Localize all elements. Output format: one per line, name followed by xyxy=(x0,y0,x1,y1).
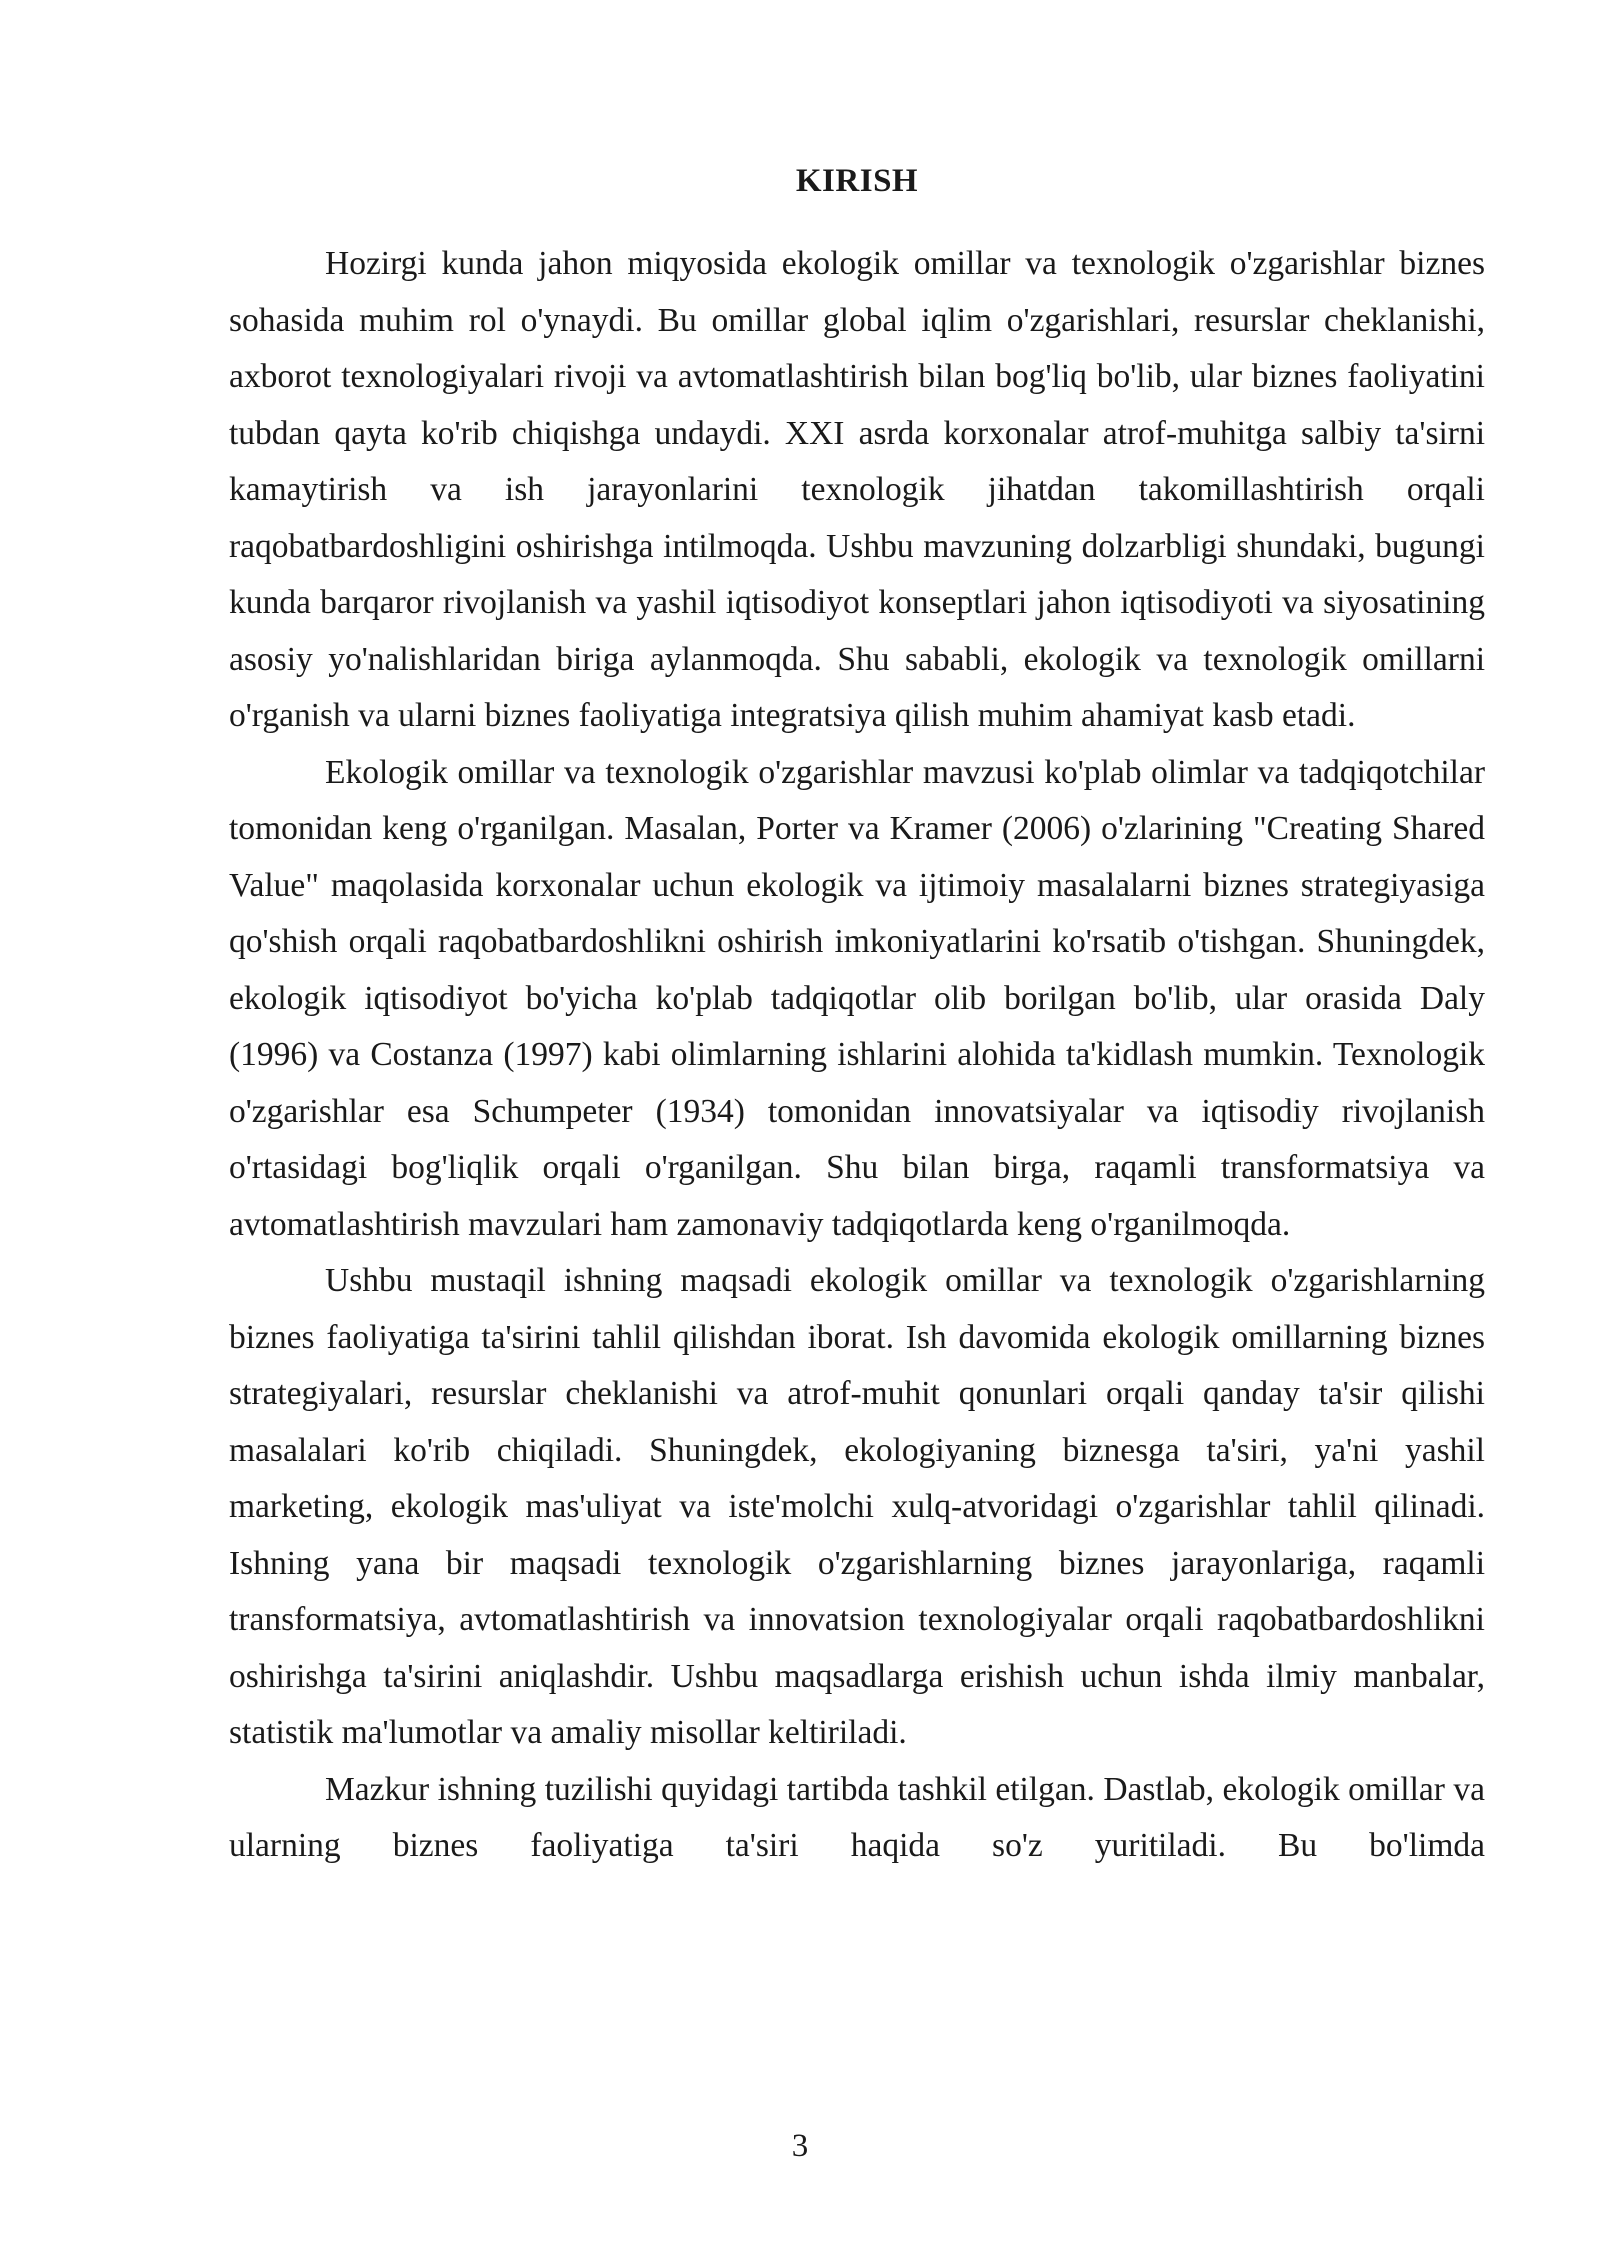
paragraph-intro: Hozirgi kunda jahon miqyosida ekologik omillar va texnologik o'zgarishlar biznes sohasida muhim rol o'ynaydi. Bu omillar global iqlim o'zgarishlari, resurslar cheklanishi, axborot texnologiyalari rivoji va avtomatlashtirish bilan bog'liq bo'lib, ular biznes faoliyatini tubdan qayta ko'rib chiqishga undaydi. XXI asrda korxonalar atrof-muhitga salbiy ta'sirni kamaytirish va ish jarayonlarini texnologik jihatdan takomillashtirish orqali raqobatbardoshligini oshirishga intilmoqda. Ushbu mavzuning dolzarbligi shundaki, bugungi kunda barqaror rivojlanish va yashil iqtisodiyot konseptlari jahon iqtisodiyoti va siyosatining asosiy yo'nalishlaridan biriga aylanmoqda. Shu sababli, ekologik va texnologik omillarni o'rganish va ularni biznes faoliyatiga integratsiya qilish muhim ahamiyat kasb etadi. xyxy=(229,245,1485,734)
paragraph-goal: Ushbu mustaqil ishning maqsadi ekologik omillar va texnologik o'zgarishlarning biznes faoliyatiga ta'sirini tahlil qilishdan iborat. Ish davomida ekologik omillarning biznes strategiyalari, resurslar cheklanishi va atrof-muhit qonunlari orqali qanday ta'sir qilishi masalalari ko'rib chiqiladi. Shuningdek, ekologiyaning biznesga ta'siri, ya'ni yashil marketing, ekologik mas'uliyat va iste'molchi xulq-atvoridagi o'zgarishlar tahlil qilinadi. Ishning yana bir maqsadi texnologik o'zgarishlarning biznes jarayonlariga, raqamli transformatsiya, avtomatlashtirish va innovatsion texnologiyalar orqali raqobatbardoshlikni oshirishga ta'sirini aniqlashdir. Ushbu maqsadlarga erishish uchun ishda ilmiy manbalar, statistik ma'lumotlar va amaliy misollar keltiriladi. xyxy=(229,1262,1485,1751)
page-title: KIRISH xyxy=(795,163,919,199)
page-content xyxy=(229,160,1485,1875)
paragraph-literature: Ekologik omillar va texnologik o'zgarishlar mavzusi ko'plab olimlar va tadqiqotchilar tomonidan keng o'rganilgan. Masalan, Porter va Kramer (2006) o'zlarining "Creating Shared Value" maqolasida korxonalar uchun ekologik va ijtimoiy masalalarni biznes strategiyasiga qo'shish orqali raqobatbardoshlikni oshirish imkoniyatlarini ko'rsatib o'tishgan. Shuningdek, ekologik iqtisodiyot bo'yicha ko'plab tadqiqotlar olib borilgan bo'lib, ular orasida Daly (1996) va Costanza (1997) kabi olimlarning ishlarini alohida ta'kidlash mumkin. Texnologik o'zgarishlar esa Schumpeter (1934) tomonidan innovatsiyalar va iqtisodiy rivojlanish o'rtasidagi bog'liqlik orqali o'rganilgan. Shu bilan birga, raqamli transformatsiya va avtomatlashtirish mavzulari ham zamonaviy tadqiqotlarda keng o'rganilmoqda. xyxy=(229,753,1485,1243)
paragraph-structure: Mazkur ishning tuzilishi quyidagi tartibda tashkil etilgan. Dastlab, ekologik omillar va ularning biznes faoliyatiga ta'siri haqida so'z yuritiladi. Bu bo'limda xyxy=(229,1770,1485,1864)
page-number: 3 xyxy=(791,2128,809,2164)
